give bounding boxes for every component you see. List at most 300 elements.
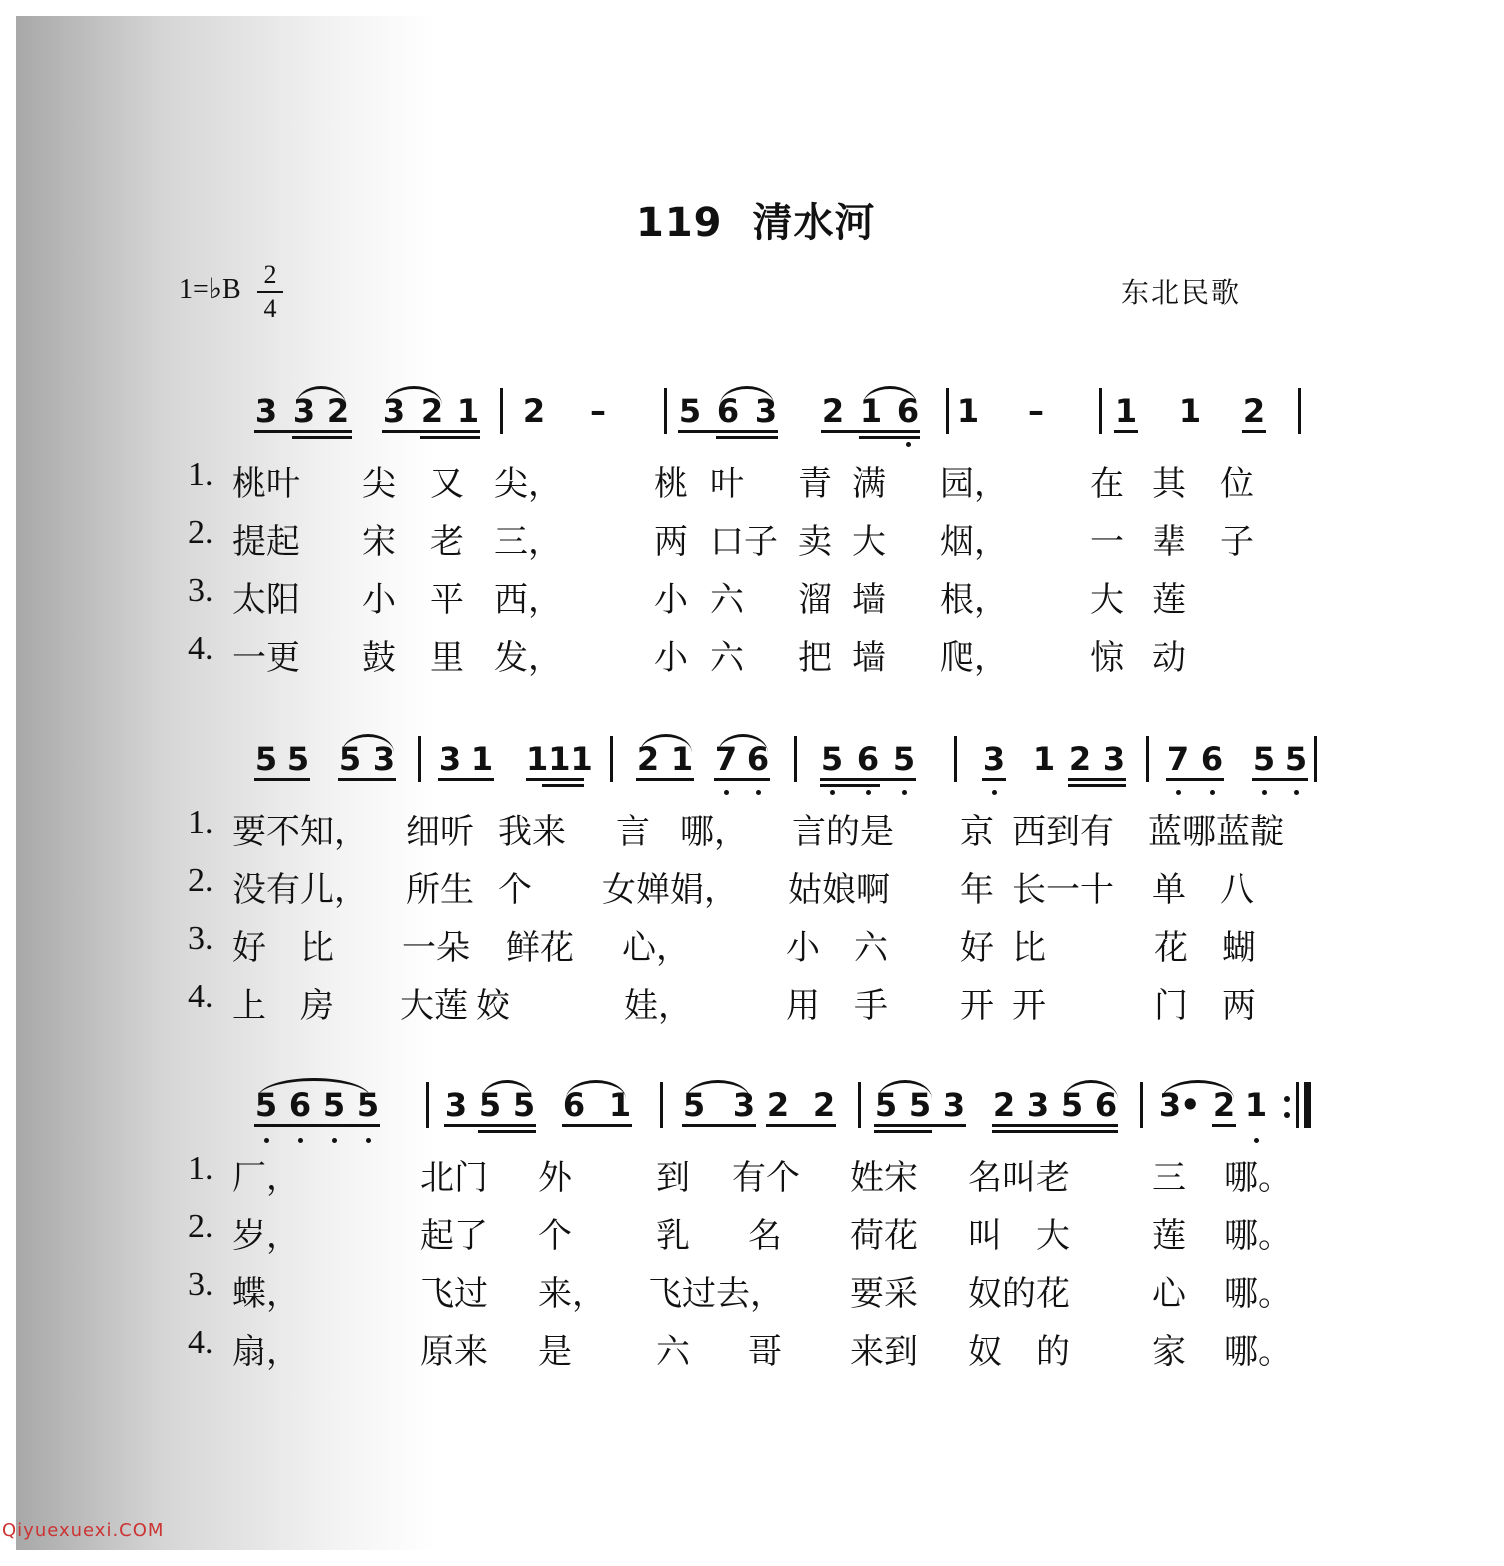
note: 2 (636, 740, 660, 778)
low-octave-dot (1294, 790, 1299, 795)
lyric: 原来 (420, 1332, 488, 1372)
lyric: 京 (960, 812, 994, 852)
note: 1 (456, 392, 480, 430)
note: 3 (754, 392, 778, 430)
lyric: 言 (616, 812, 650, 852)
note: 2 (812, 1086, 836, 1124)
lyric: 叶 (710, 464, 744, 504)
song-origin: 东北民歌 (1121, 276, 1242, 309)
lyric: 两 (654, 522, 688, 562)
slur (258, 1078, 370, 1097)
note: 1 (670, 740, 694, 778)
note: 1 (608, 1086, 632, 1124)
beam (542, 784, 584, 787)
note: 7 (714, 740, 738, 778)
lyric: 外 (538, 1158, 572, 1198)
lyric: 墙 (852, 638, 886, 678)
beam (1068, 778, 1126, 781)
note: 1 (956, 392, 980, 430)
lyric: 来到 (850, 1332, 918, 1372)
lyric: 位 (1220, 464, 1254, 504)
verse-number: 3. (188, 572, 214, 609)
lyric: 心 (1152, 1274, 1186, 1314)
note: 2 (766, 1086, 790, 1124)
lyric: 娃， (624, 986, 692, 1026)
lyric: 心， (622, 928, 690, 968)
slur (1162, 1080, 1234, 1099)
note: 6 (1200, 740, 1224, 778)
lyric: 岁， (232, 1216, 300, 1256)
lyric: 姣 (476, 986, 510, 1026)
note: 1 (1244, 1086, 1268, 1124)
note: 5 (874, 1086, 898, 1124)
barline (858, 1082, 861, 1128)
note: 2 (326, 392, 350, 430)
lyric: 哪。 (1224, 1158, 1292, 1198)
note: 2 (1068, 740, 1092, 778)
note: 5 (478, 1086, 502, 1124)
verse-number: 4. (188, 630, 214, 667)
time-signature (257, 260, 283, 324)
note: 1 (470, 740, 494, 778)
note: 5 (1252, 740, 1276, 778)
low-octave-dot (264, 1138, 269, 1143)
lyric: 小 (362, 580, 396, 620)
watermark-text: Qiyuexuexi.COM (2, 1520, 165, 1541)
lyric: 叫 大 (968, 1216, 1070, 1256)
verse-row (16, 630, 1488, 688)
note: 6 (896, 392, 920, 430)
lyric: 莲 (1152, 580, 1186, 620)
lyric: 桃叶 (232, 464, 300, 504)
verse-number: 1. (188, 1150, 214, 1187)
lyric: 一朵 (402, 928, 470, 968)
note: 5 (286, 740, 310, 778)
lyric: 我来 (498, 812, 566, 852)
lyric: 用 手 (786, 986, 888, 1026)
note: 6 (856, 740, 880, 778)
barline (660, 1082, 663, 1128)
lyric: 名 (748, 1216, 782, 1256)
verse-row (16, 862, 1488, 920)
note: 3 (1026, 1086, 1050, 1124)
lyric: 北门 (420, 1158, 488, 1198)
lyric: 青 (798, 464, 832, 504)
lyric: 哪， (680, 812, 748, 852)
low-octave-dot (1210, 790, 1215, 795)
slur (296, 386, 346, 405)
barline (1140, 1082, 1143, 1128)
lyric: 溜 (798, 580, 832, 620)
verse-row (16, 1208, 1488, 1266)
note: 1 (1114, 392, 1138, 430)
note: 5 (1060, 1086, 1084, 1124)
augmentation-dot: • (1180, 1086, 1201, 1124)
lyric: 比 (1012, 928, 1046, 968)
slur (863, 386, 917, 405)
time-bottom: 4 (263, 294, 277, 323)
beam (562, 1124, 632, 1127)
beam (874, 1124, 966, 1127)
low-octave-dot (366, 1138, 371, 1143)
lyric: 大 (1090, 580, 1124, 620)
note: 5 (892, 740, 916, 778)
song-title (636, 191, 876, 248)
score-page (16, 16, 1488, 1550)
beam (254, 778, 310, 781)
note: 3 (942, 1086, 966, 1124)
lyric: 上 房 (232, 986, 334, 1026)
lyric: 名叫老 (968, 1158, 1070, 1198)
beam (1114, 430, 1138, 433)
note: 3 (444, 1086, 468, 1124)
low-octave-dot (992, 790, 997, 795)
note: 5 (512, 1086, 536, 1124)
lyric: 来， (538, 1274, 606, 1314)
beam (678, 430, 778, 433)
lyric: 个 (498, 870, 532, 910)
low-octave-dot (332, 1138, 337, 1143)
lyric: 蓝哪蓝靛 (1148, 812, 1284, 852)
lyric: 长一十 (1012, 870, 1114, 910)
note: 6 (1094, 1086, 1118, 1124)
verse-number: 4. (188, 1324, 214, 1361)
verse-row (16, 804, 1488, 862)
note: 6 (562, 1086, 586, 1124)
verse-row (16, 1150, 1488, 1208)
notation-row (16, 720, 1488, 780)
beam (636, 778, 694, 781)
beam (1166, 778, 1224, 781)
lyric: 扇， (232, 1332, 300, 1372)
slur (640, 734, 692, 753)
lyric: 口子 (710, 522, 778, 562)
low-octave-dot (906, 442, 911, 447)
note: 3 (982, 740, 1006, 778)
note: 5 (682, 1086, 706, 1124)
note: 3 (1102, 740, 1126, 778)
lyric: 提起 (232, 522, 300, 562)
barline (1298, 388, 1301, 434)
beam (254, 1124, 380, 1127)
lyric: 奴的花 (968, 1274, 1070, 1314)
verse-number: 3. (188, 920, 214, 957)
slur (718, 734, 768, 753)
barline (426, 1082, 429, 1128)
beam (292, 436, 352, 439)
slur (386, 386, 442, 405)
song-name: 清水河 (752, 200, 876, 246)
barline (1146, 736, 1149, 782)
lyric: 墙 (852, 580, 886, 620)
beam (478, 1130, 536, 1133)
lyric: 单 八 (1152, 870, 1254, 910)
lyric: 根， (940, 580, 1008, 620)
lyric: 有个 (732, 1158, 800, 1198)
beam (438, 778, 494, 781)
note: 1 (859, 392, 883, 430)
lyric: 大莲 (400, 986, 468, 1026)
note: 6 (288, 1086, 312, 1124)
lyric: 六 (710, 638, 744, 678)
lyric: 西到有 (1012, 812, 1114, 852)
note: 2 (1212, 1086, 1236, 1124)
verse-row (16, 1324, 1488, 1382)
verse-number: 4. (188, 978, 214, 1015)
lyric: 在 (1090, 464, 1124, 504)
beam (382, 430, 480, 433)
note: – (1028, 392, 1044, 430)
lyric: 满 (852, 464, 886, 504)
lyric: 乳 (656, 1216, 690, 1256)
note: 3 (372, 740, 396, 778)
lyric: 桃 (654, 464, 688, 504)
lyric: 鲜花 (506, 928, 574, 968)
note: 5 (356, 1086, 380, 1124)
lyric: 起了 (420, 1216, 488, 1256)
note: 3 (382, 392, 406, 430)
lyric: 园， (940, 464, 1008, 504)
lyric: 开 (960, 986, 994, 1026)
lyric: 尖 (362, 464, 396, 504)
lyric: 开 (1012, 986, 1046, 1026)
note: 2 (420, 392, 444, 430)
beam (992, 1124, 1118, 1127)
barline (664, 388, 667, 434)
lyric: 动 (1152, 638, 1186, 678)
slur (686, 1080, 750, 1099)
lyric: 西， (494, 580, 562, 620)
beam (254, 430, 352, 433)
lyric: 好 (960, 928, 994, 968)
verse-number: 2. (188, 514, 214, 551)
beam (859, 436, 920, 439)
slur (1064, 1080, 1118, 1099)
verse-number: 3. (188, 1266, 214, 1303)
beam (444, 1124, 536, 1127)
lyric: 发， (494, 638, 562, 678)
slur (482, 1080, 532, 1099)
beam (682, 1124, 756, 1127)
lyric: 把 (798, 638, 832, 678)
lyric: 莲 (1152, 1216, 1186, 1256)
low-octave-dot (298, 1138, 303, 1143)
beam (338, 778, 396, 781)
note: 5 (1284, 740, 1308, 778)
lyric: 大 (852, 522, 886, 562)
note: 5 (338, 740, 362, 778)
verse-row (16, 514, 1488, 572)
beam (420, 436, 480, 439)
lyric: 细听 (406, 812, 474, 852)
beam (992, 1130, 1118, 1133)
beam (1212, 1124, 1236, 1127)
note: 5 (254, 1086, 278, 1124)
verse-number: 2. (188, 1208, 214, 1245)
lyric: 飞过去， (648, 1274, 784, 1314)
beam (982, 778, 1006, 781)
lyric: 姑娘啊 (788, 870, 890, 910)
note: 2 (992, 1086, 1016, 1124)
note: 3 (438, 740, 462, 778)
note: 3 (254, 392, 278, 430)
notation-row (16, 1066, 1488, 1126)
low-octave-dot (830, 790, 835, 795)
note: 2 (522, 392, 546, 430)
barline (1314, 736, 1317, 782)
lyric: 六 (710, 580, 744, 620)
barline (1099, 388, 1102, 434)
beam (874, 1130, 932, 1133)
verse-row (16, 1266, 1488, 1324)
low-octave-dot (724, 790, 729, 795)
lyric: 要不知， (232, 812, 368, 852)
lyric: 六 (656, 1332, 690, 1372)
notation-row (16, 372, 1488, 432)
lyric: 爬， (940, 638, 1008, 678)
note: 3 (1158, 1086, 1182, 1124)
lyric: 烟， (940, 522, 1008, 562)
lyric: 平 (430, 580, 464, 620)
beam (526, 778, 584, 781)
barline (500, 388, 503, 434)
lyric: 里 (430, 638, 464, 678)
lyric: 鼓 (362, 638, 396, 678)
final-barline (1304, 1082, 1311, 1128)
lyric: 是 (538, 1332, 572, 1372)
lyric: 小 (654, 580, 688, 620)
barline (946, 388, 949, 434)
low-octave-dot (902, 790, 907, 795)
note: 6 (716, 392, 740, 430)
song-number: 119 (636, 200, 723, 246)
lyric: 家 (1152, 1332, 1186, 1372)
lyric: 一更 (232, 638, 300, 678)
note: 3 (292, 392, 316, 430)
lyric: 年 (960, 870, 994, 910)
beam (766, 1124, 836, 1127)
beam (1242, 430, 1266, 433)
lyric: 一 (1090, 522, 1124, 562)
verse-row (16, 978, 1488, 1036)
note: 1 (1032, 740, 1056, 778)
lyric: 惊 (1090, 638, 1124, 678)
note: 5 (322, 1086, 346, 1124)
lyric: 蝶， (232, 1274, 300, 1314)
lyric: 哪。 (1224, 1332, 1292, 1372)
beam (821, 430, 920, 433)
lyric: 尖， (494, 464, 562, 504)
beam (1252, 778, 1308, 781)
lyric: 又 (430, 464, 464, 504)
repeat-dot (1284, 1096, 1290, 1102)
note: 7 (1166, 740, 1190, 778)
lyric: 其 (1152, 464, 1186, 504)
beam (1068, 784, 1126, 787)
note: 6 (746, 740, 770, 778)
low-octave-dot (1176, 790, 1181, 795)
lyric: 三 (1152, 1158, 1186, 1198)
barline (954, 736, 957, 782)
verse-number: 1. (188, 804, 214, 841)
lyric: 花 蝴 (1154, 928, 1256, 968)
barline (1296, 1082, 1299, 1128)
note: 5 (678, 392, 702, 430)
lyric: 宋 (362, 522, 396, 562)
repeat-dot (1284, 1112, 1290, 1118)
time-top: 2 (263, 260, 277, 289)
lyric: 卖 (798, 522, 832, 562)
slur (720, 386, 774, 405)
lyric: 姓宋 (850, 1158, 918, 1198)
beam (820, 778, 916, 781)
lyric: 所生 (406, 870, 474, 910)
beam (714, 778, 770, 781)
lyric: 荷花 (850, 1216, 918, 1256)
note: 1 (1178, 392, 1202, 430)
verse-row (16, 572, 1488, 630)
low-octave-dot (1262, 790, 1267, 795)
note: 2 (1242, 392, 1266, 430)
lyric: 太阳 (232, 580, 300, 620)
lyric: 门 两 (1154, 986, 1256, 1026)
slur (342, 734, 394, 753)
note: 5 (254, 740, 278, 778)
low-octave-dot (1254, 1138, 1259, 1143)
verse-row (16, 920, 1488, 978)
lyric: 言的是 (792, 812, 894, 852)
verse-number: 1. (188, 456, 214, 493)
note: 2 (821, 392, 845, 430)
verse-row (16, 456, 1488, 514)
slur (566, 1080, 626, 1099)
beam (820, 784, 880, 787)
lyric: 女婵娟， (602, 870, 738, 910)
note: 111 (526, 740, 593, 778)
lyric: 小 (654, 638, 688, 678)
note: – (590, 392, 606, 430)
lyric: 到 (656, 1158, 690, 1198)
lyric: 辈 (1152, 522, 1186, 562)
lyric: 子 (1220, 522, 1254, 562)
lyric: 好 比 (232, 928, 334, 968)
lyric: 哪。 (1224, 1274, 1292, 1314)
lyric: 哪。 (1224, 1216, 1292, 1256)
lyric: 老 (430, 522, 464, 562)
barline (610, 736, 613, 782)
barline (418, 736, 421, 782)
lyric: 小 六 (786, 928, 888, 968)
note: 5 (908, 1086, 932, 1124)
note: 3 (732, 1086, 756, 1124)
low-octave-dot (756, 790, 761, 795)
lyric: 个 (538, 1216, 572, 1256)
lyric: 没有儿， (232, 870, 368, 910)
lyric: 奴 的 (968, 1332, 1070, 1372)
barline (794, 736, 797, 782)
beam (716, 436, 778, 439)
lyric: 要采 (850, 1274, 918, 1314)
verse-number: 2. (188, 862, 214, 899)
lyric: 三， (494, 522, 562, 562)
lyric: 哥 (748, 1332, 782, 1372)
low-octave-dot (866, 790, 871, 795)
key-label: 1=♭B (179, 274, 241, 305)
lyric: 厂， (232, 1158, 300, 1198)
note: 5 (820, 740, 844, 778)
slur (878, 1080, 932, 1099)
lyric: 飞过 (420, 1274, 488, 1314)
